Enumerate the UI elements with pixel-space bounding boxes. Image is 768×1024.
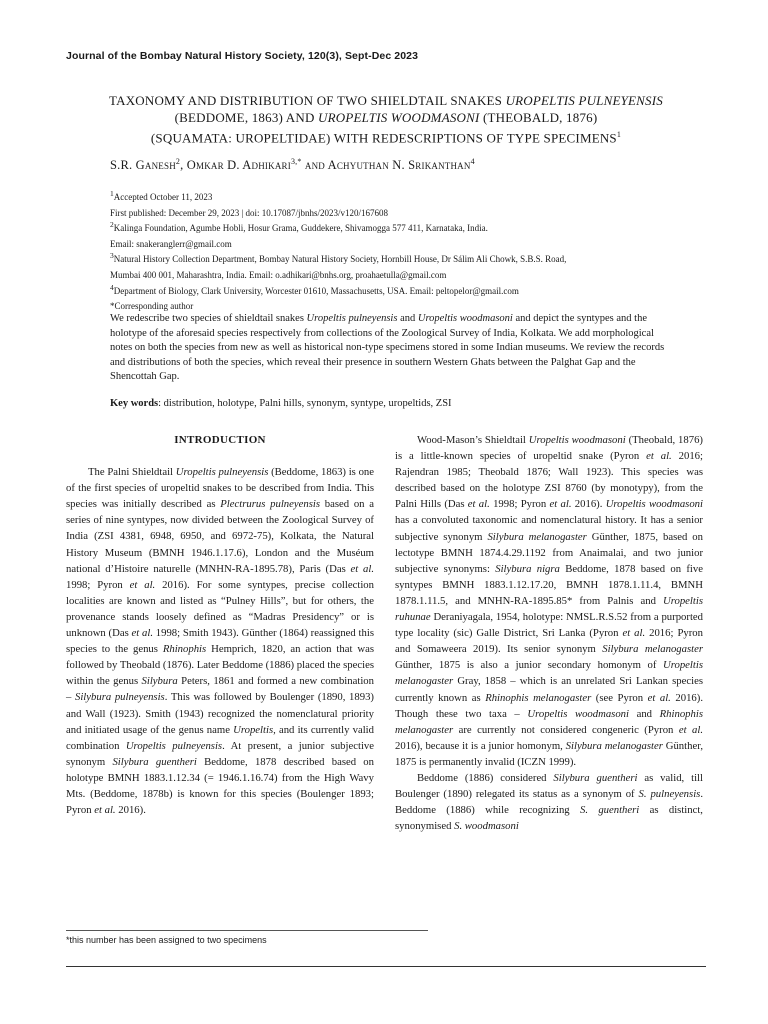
affil-text: *Corresponding author [110,301,194,312]
keywords-list: : distribution, holotype, Palni hills, synonym, syntype, uropeltids, ZSI [158,397,452,409]
species-name: Uropeltis pulneyensis [175,466,269,479]
title-text: (BEDDOME, 1863) AND [174,110,318,125]
species-name: Uropeltis woodmasoni [417,313,513,324]
italic-term: et al. [678,723,704,736]
text-span: has a convoluted taxonomic and nomenclatural history. It has a senior subjective synonym [395,514,703,543]
affiliation-line [110,235,670,251]
title-text: (SQUAMATA: UROPELTIDAE) WITH REDESCRIPTIONS OF TYPE SPECIMENS [150,130,617,146]
text-span: Hemprich, 1820, an action that was followed by Theobald (1876). Later Beddome (1886) placed the species within the genus [66,643,374,688]
italic-term: S. pulneyensis [638,788,701,801]
italic-term: et al. [646,450,672,463]
et-al: et al. [350,562,374,575]
italic-term: Silybura nigra [495,562,560,575]
affil-text: Department of Biology, Clark University, Worcester 01610, Massachusetts, USA. Email: peltopelor@gmail.com [113,285,519,296]
affil-text: Email: snakeranglerr@gmail.com [110,238,232,249]
text-span: The Palni Shieldtail [88,466,176,479]
article-title [66,92,706,146]
italic-term: Uropeltis ruhunae [395,594,703,624]
italic-term: Silybura guentheri [553,771,638,784]
keywords [110,397,670,412]
text-span: 2016). For some syntypes, precise collection localities are known and listed as “Pulney Hills”, but for others, the provenance stands loosely defined as “Madras Presidency” or is unknown (Das [66,578,374,640]
et-al: et al. [129,578,156,591]
species-name: Plectrurus pulneyensis [220,498,321,511]
italic-term: et al. [622,627,646,640]
text-span: Beddome, 1878 described based on holotype BMNH 1883.1.12.34 (= 1946.1.16.74) from the High Wavy Mts. (Beddome, 1878b) is known for this species (Boulenger 1893; Pyron [66,755,374,817]
paragraph [395,770,703,834]
italic-term: Uropeltis woodmasoni [605,498,703,511]
text-span: and its currently valid combination [66,723,374,752]
text-span: 2016), because it is a junior homonym, [395,739,566,752]
text-span: Günther, 1875 is also a junior secondary homonym of [395,659,664,672]
italic-term: Rhinophis melanogaster [485,691,592,704]
text-span: 2016). Though these two taxa – [395,691,703,720]
text-span: based on a series of nine syntypes, now divided between the Zoological Survey of India (ZSI 4381, 6948, 6950, and 6972-75), Kolkata, the Natural History Museum (BMNH 1946.1.17.6), London and the Muséum national d’Histoire naturelle (MNHN-RA-1895.78), Paris (Das [66,498,374,575]
author-conjunction: and [301,158,328,173]
text-span: Deraniyagala, 1954, holotype: NMSL.R.S.52 from a purported type locality (sic) Galle District, Sri Lanka (Pyron [395,611,703,640]
text-span: . This was followed by Boulenger (1890, 1893) and Wall (1923). Smith (1943) recognized the nomenclatural priority and initiated usage of the genus name [66,691,374,736]
author-name: S.R. Ganesh [110,158,176,173]
text-span: . At present, a junior subjective synonym [66,739,375,768]
affiliation-line [110,204,670,220]
affil-text: Natural History Collection Department, Bombay Natural History Society, Hornbill House, Dr Sálim Ali Chowk, S.B.S. Road, [113,254,567,265]
journal-header: Journal of the Bombay Natural History Society, 120(3), Sept-Dec 2023 [66,50,419,62]
affil-text: Accepted October 11, 2023 [113,192,213,202]
italic-term: Silybura melanogaster [602,643,704,656]
paragraph [395,432,703,770]
text-span: Günther, 1875 is permanently invalid (ICZN 1999). [395,739,703,768]
right-column [395,432,703,834]
text-span: . Beddome (1886) while recognizing [395,788,703,817]
text-span: Beddome (1886) considered [417,771,554,784]
text-span: as valid, till Boulenger (1890) relegated its status as a synonym of [395,771,703,801]
text-span: 2016; Pyron and Somaweera 2019). Its senior synonym [395,627,703,656]
species-name: Uropeltis pulneyensis [306,313,398,324]
abstract-span: and depict the syntypes and the holotype of the aforesaid species respectively from collections of the Zoological Survey of India, Kolkata. We add morphological notes on both the species from new as well as historical non-type specimens stored in some Indian museums. We review the records and distributions of both the species, which reveal their presence in southern Western Ghats between the Palghat Gap and the Shencottah Gap. [110,313,665,382]
italic-term: Uropeltis melanogaster [395,659,703,688]
italic-term: et al. [467,498,490,511]
et-al: et al. [131,627,153,640]
italic-term: Silybura melanogaster [487,530,587,543]
italic-term: S. woodmasoni [454,820,519,833]
text-span: 2016; Rajendran 1985; Theobald 1876; Wall 1923). This species was described based on the holotype ZSI 8760 (by monotypy), from the Palni Hills (Das [395,450,703,511]
affil-text: Kalinga Foundation, Agumbe Hobli, Hosur Grama, Guddekere, Shivamogga 577 411, Karnataka, India. [113,223,488,234]
affil-mark: 3 [110,251,114,261]
abstract-span: and [397,313,418,324]
species-name: Silybura guentheri [112,755,197,768]
page-bottom-rule [66,966,706,967]
affil-mark: 2 [110,220,114,230]
genus-name: Uropeltis, [233,723,276,736]
author-affil-mark: 4 [470,157,475,166]
title-footnote-mark: 1 [616,130,622,139]
affiliation-line [110,297,670,313]
text-span: as distinct, synonymised [395,804,703,833]
affiliations [110,188,670,313]
footnote: *this number has been assigned to two specimens [66,935,267,945]
et-al: et al. [94,804,116,817]
text-span: are currently not considered congeneric (Pyron [453,723,679,736]
genus-name: Rhinophis [162,643,207,656]
author-affil-mark: 2 [175,157,181,166]
footnote-divider [66,930,428,931]
title-text: TAXONOMY AND DISTRIBUTION OF TWO SHIELDTAIL SNAKES [109,93,506,108]
affiliation-line [110,266,670,282]
species-name: Silybura pulneyensis [74,691,165,704]
italic-term: S. guentheri [579,804,640,817]
affiliation-line [110,219,670,235]
text-span: Peters, 1861 and formed a new combination – [66,675,374,704]
affiliation-line [110,282,670,298]
keywords-label: Key words [110,397,159,409]
affil-text: Mumbai 400 001, Maharashtra, India. Email: o.adhikari@bnhs.org, proahaetulla@gmail.com [110,269,447,280]
author-name: Omkar D. Adhikari [186,158,291,173]
abstract-text [110,312,670,385]
italic-term: Uropeltis woodmasoni [528,434,626,446]
affil-mark: 4 [110,282,114,292]
italic-term: Silybura melanogaster [565,739,663,752]
text-span: Günther, 1875, based on lectotype BMNH 1874.4.29.1192 from Anaimalai, and two junior subjective synonyms: [395,530,703,575]
text-span: (Beddome, 1863) is one of the first species of uropeltid snakes to be described from India. This species was initially described as [66,466,375,511]
text-span: (Theobald, 1876) is a little-known species of uropeltid snake (Pyron [395,434,703,463]
text-span: 1998; Smith 1943). Günther (1864) reassigned this species to the genus [66,627,374,656]
italic-term: Uropeltis woodmasoni [527,707,629,720]
affil-mark: 1 [110,189,114,198]
species-name: Uropeltis pulneyensis [125,739,223,752]
author-list: S.R. Ganesh$^2$, Omkar D. Adhikari$^{3,*}$ and Achyuthan N. Srikanthan$^4$ [110,157,475,173]
text-span: 1998; Pyron [489,498,550,511]
abstract-span: We redescribe two species of shieldtail snakes [110,313,307,324]
text-span: (see Pyron [591,691,648,704]
title-text: (THEOBALD, 1876) [479,110,598,125]
title-species: UROPELTIS WOODMASONI [318,110,480,125]
text-span: and [629,707,660,720]
text-span: Beddome, 1878 based on five syntypes BMNH 1883.1.12.17.20, BMNH 1878.1.11.4, BMNH 1878.1.11.5, and MNHN-RA-1895.85* from Palnis and [395,562,703,607]
italic-term: et al. [647,691,671,704]
author-name: Achyuthan N. Srikanthan [327,158,471,173]
affil-text: First published: December 29, 2023 | doi: 10.17087/jbnhs/2023/v120/167608 [110,207,389,218]
text-span: Wood-Mason’s Shieldtail [417,434,529,446]
italic-term: Rhinophis melanogaster [395,707,703,736]
affiliation-line [110,250,670,266]
text-span: 2016). [571,498,606,511]
section-heading: INTRODUCTION [174,434,266,446]
affiliation-line [110,188,670,204]
text-span: 2016). [115,804,146,817]
genus-name: Silybura [141,675,178,688]
left-column [66,432,374,818]
abstract [110,312,670,411]
text-span: 1998; Pyron [66,578,130,591]
italic-term: et al. [549,498,572,511]
text-span: Gray, 1858 – which is an unrelated Sri Lankan species currently known as [395,675,703,704]
paragraph [66,464,374,818]
author-affil-mark: 3,* [290,157,302,166]
title-species: UROPELTIS PULNEYENSIS [505,93,663,108]
